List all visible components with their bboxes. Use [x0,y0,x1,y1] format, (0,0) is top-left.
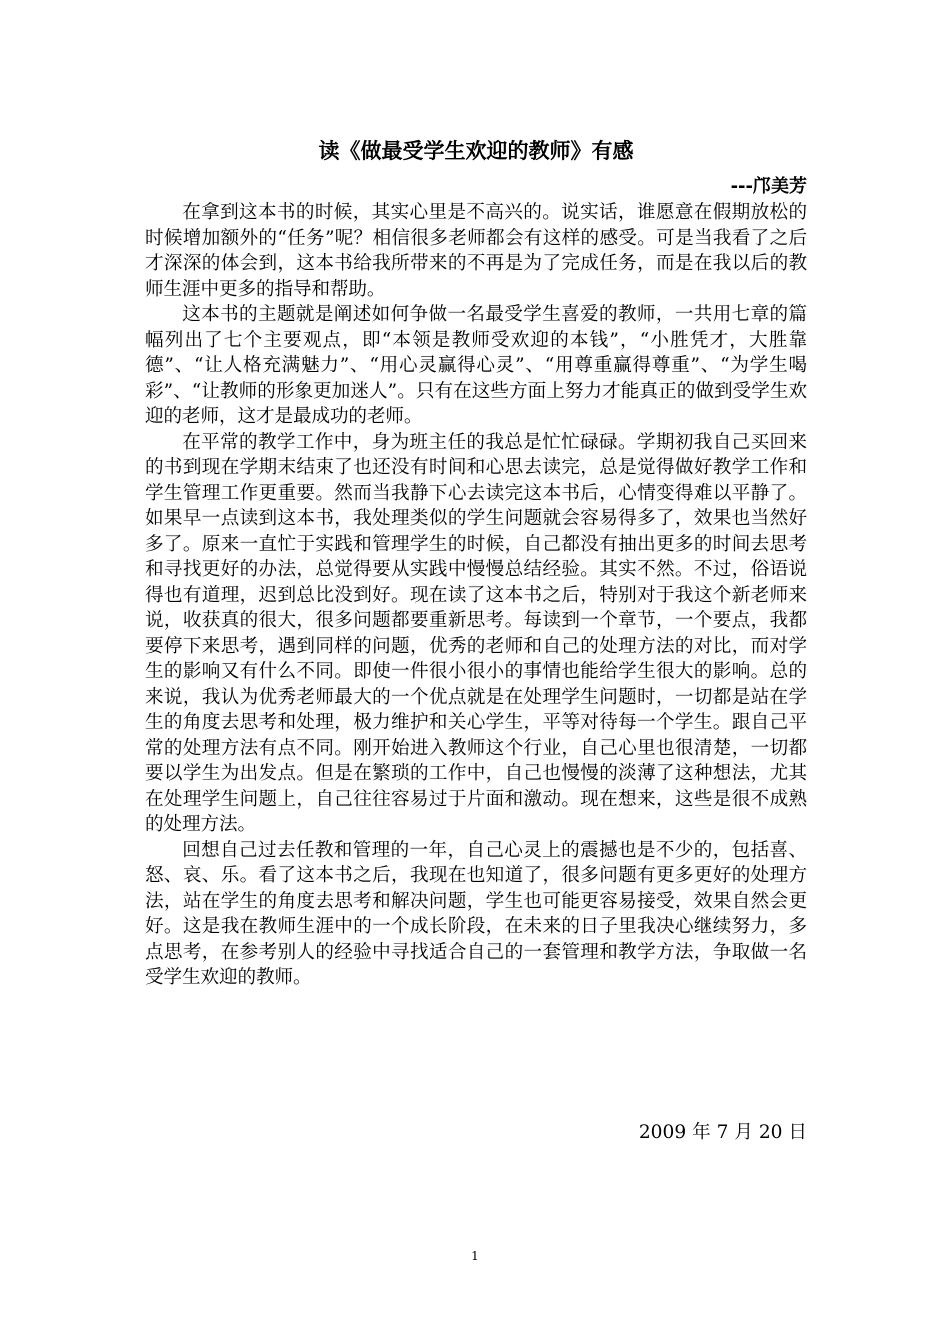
document-body [145,200,807,991]
document-date: 2009 年 7 月 20 日 [638,1122,807,1143]
paragraph-4: 回想自己过去任教和管理的一年，自己心灵上的震撼也是不少的，包括喜、怒、哀、乐。看了这本书之后，我现在也知道了，很多问题有更多更好的处理方法，站在学生的角度去思考和解决问题，学生也可能更容易接受，效果自然会更好。这是我在教师生涯中的一个成长阶段，在未来的日子里我决心继续努力，多点思考，在参考别人的经验中寻找适合自己的一套管理和教学方法，争取做一名受学生欢迎的教师。 [145,839,807,988]
paragraph-2: 这本书的主题就是阐述如何争做一名最受学生喜爱的教师，一共用七章的篇幅列出了七个主要观点，即“本领是教师受欢迎的本钱”，“小胜凭才，大胜靠德”、“让人格充满魅力”、“用心灵赢得心灵”、“用尊重赢得尊重”、“为学生喝彩”、“让教师的形象更加迷人”。只有在这些方面上努力才能真正的做到受学生欢迎的老师，这才是最成功的老师。 [145,304,807,427]
document-title: 读《做最受学生欢迎的教师》有感 [318,139,634,163]
paragraph-1: 在拿到这本书的时候，其实心里是不高兴的。说实话，谁愿意在假期放松的时候增加额外的“任务”呢？相信很多老师都会有这样的感受。可是当我看了之后才深深的体会到，这本书给我所带来的不再是为了完成任务，而是在我以后的教师生涯中更多的指导和帮助。 [145,202,807,300]
paragraph-3: 在平常的教学工作中，身为班主任的我总是忙忙碌碌。学期初我自己买回来的书到现在学期末结束了也还没有时间和心思去读完，总是觉得做好教学工作和学生管理工作更重要。然而当我静下心去读完这本书后，心情变得难以平静了。如果早一点读到这本书，我处理类似的学生问题就会容易得多了，效果也当然好多了。原来一直忙于实践和管理学生的时候，自己都没有抽出更多的时间去思考和寻找更好的办法，总觉得要从实践中慢慢总结经验。其实不然。不过，俗语说得也有道理，迟到总比没到好。现在读了这本书之后，特别对于我这个新老师来说，收获真的很大，很多问题都要重新思考。每读到一个章节，一个要点，我都要停下来思考，遇到同样的问题，优秀的老师和自己的处理方法的对比，而对学生的影响又有什么不同。即使一件很小很小的事情也能给学生很大的影响。总的来说，我认为优秀老师最大的一个优点就是在处理学生问题时，一切都是站在学生的角度去思考和处理，极力维护和关心学生，平等对待每一个学生。跟自己平常的处理方法有点不同。刚开始进入教师这个行业，自己心里也很清楚，一切都要以学生为出发点。但是在繁琐的工作中，自己也慢慢的淡薄了这种想法，尤其在处理学生问题上，自己往往容易过于片面和激动。现在想来，这些是很不成熟的处理方法。 [145,431,807,835]
author-line: ---邝美芳 [730,176,807,197]
page-number: 1 [471,1249,479,1263]
